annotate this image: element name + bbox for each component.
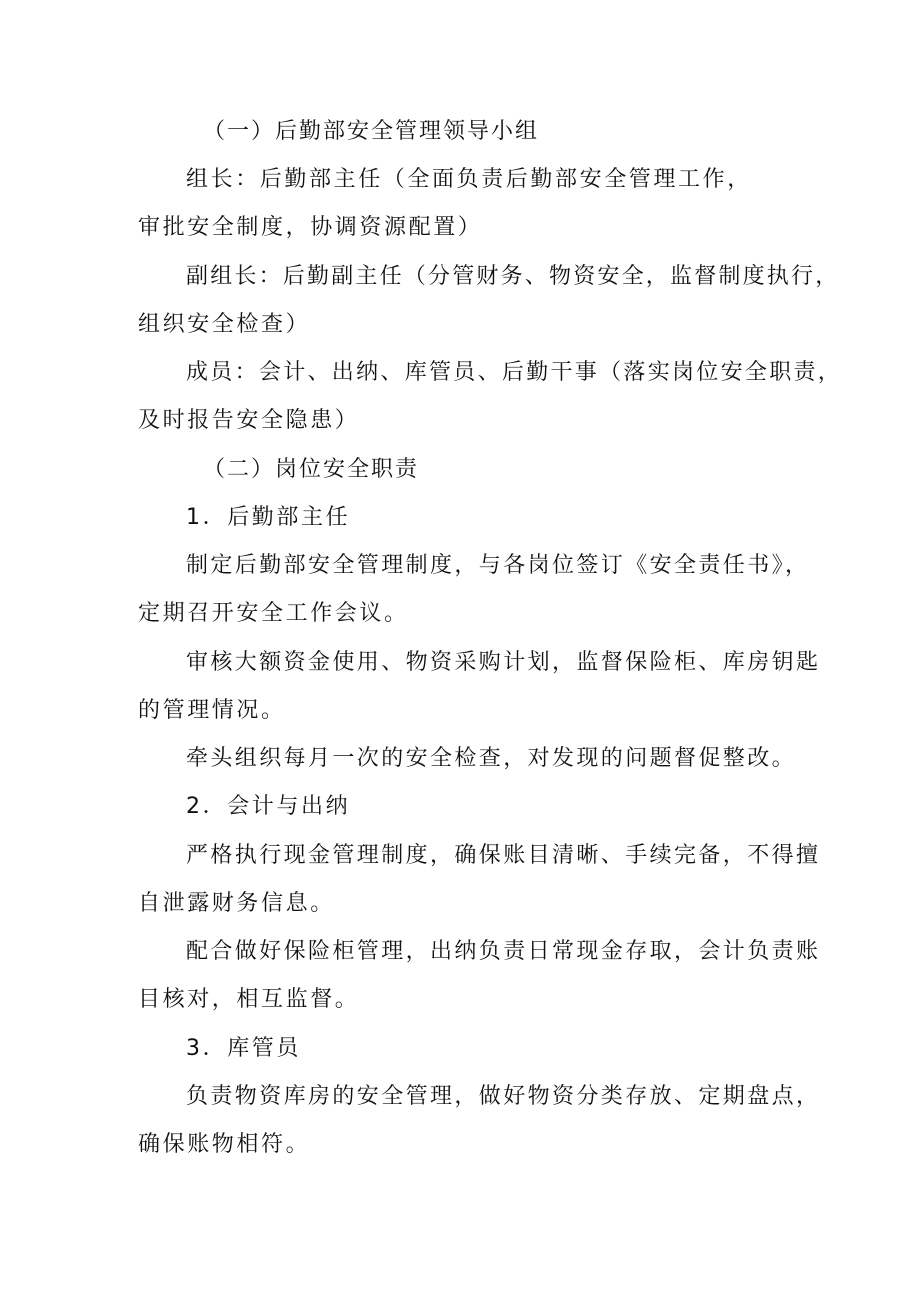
subheading-accountant-cashier: 2．会计与出纳 — [186, 794, 351, 819]
paragraph-accountant-2-cont: 目核对，相互监督。 — [138, 987, 360, 1012]
paragraph-deputy-leader: 副组长：后勤副主任（分管财务、物资安全，监督制度执行， — [186, 264, 840, 289]
paragraph-warehouse-1-cont: 确保账物相符。 — [138, 1132, 311, 1157]
paragraph-accountant-2: 配合做好保险柜管理，出纳负责日常现金存取，会计负责账 — [186, 939, 821, 964]
paragraph-warehouse-1: 负责物资库房的安全管理，做好物资分类存放、定期盘点， — [186, 1084, 821, 1109]
section-heading-leadership-group: （一）后勤部安全管理领导小组 — [203, 119, 540, 144]
paragraph-deputy-leader-cont: 组织安全检查） — [138, 312, 311, 337]
paragraph-director-1-cont: 定期召开安全工作会议。 — [138, 601, 409, 626]
paragraph-director-2-cont: 的管理情况。 — [138, 698, 286, 723]
paragraph-members: 成员：会计、出纳、库管员、后勤干事（落实岗位安全职责， — [186, 360, 843, 385]
paragraph-members-cont: 及时报告安全隐患） — [138, 408, 360, 433]
paragraph-group-leader: 组长：后勤部主任（全面负责后勤部安全管理工作， — [186, 167, 752, 192]
subheading-warehouse-keeper: 3．库管员 — [186, 1036, 301, 1061]
paragraph-director-3: 牵头组织每月一次的安全检查，对发现的问题督促整改。 — [186, 746, 797, 771]
paragraph-group-leader-cont: 审批安全制度，协调资源配置） — [138, 215, 483, 240]
paragraph-accountant-1: 严格执行现金管理制度，确保账目清晰、手续完备，不得擅 — [186, 843, 821, 868]
paragraph-director-1: 制定后勤部安全管理制度，与各岗位签订《安全责任书》， — [186, 553, 810, 578]
paragraph-director-2: 审核大额资金使用、物资采购计划，监督保险柜、库房钥匙 — [186, 650, 821, 675]
paragraph-accountant-1-cont: 自泄露财务信息。 — [138, 891, 335, 916]
subheading-director: 1．后勤部主任 — [186, 505, 351, 530]
section-heading-post-duties: （二）岗位安全职责 — [203, 457, 420, 482]
